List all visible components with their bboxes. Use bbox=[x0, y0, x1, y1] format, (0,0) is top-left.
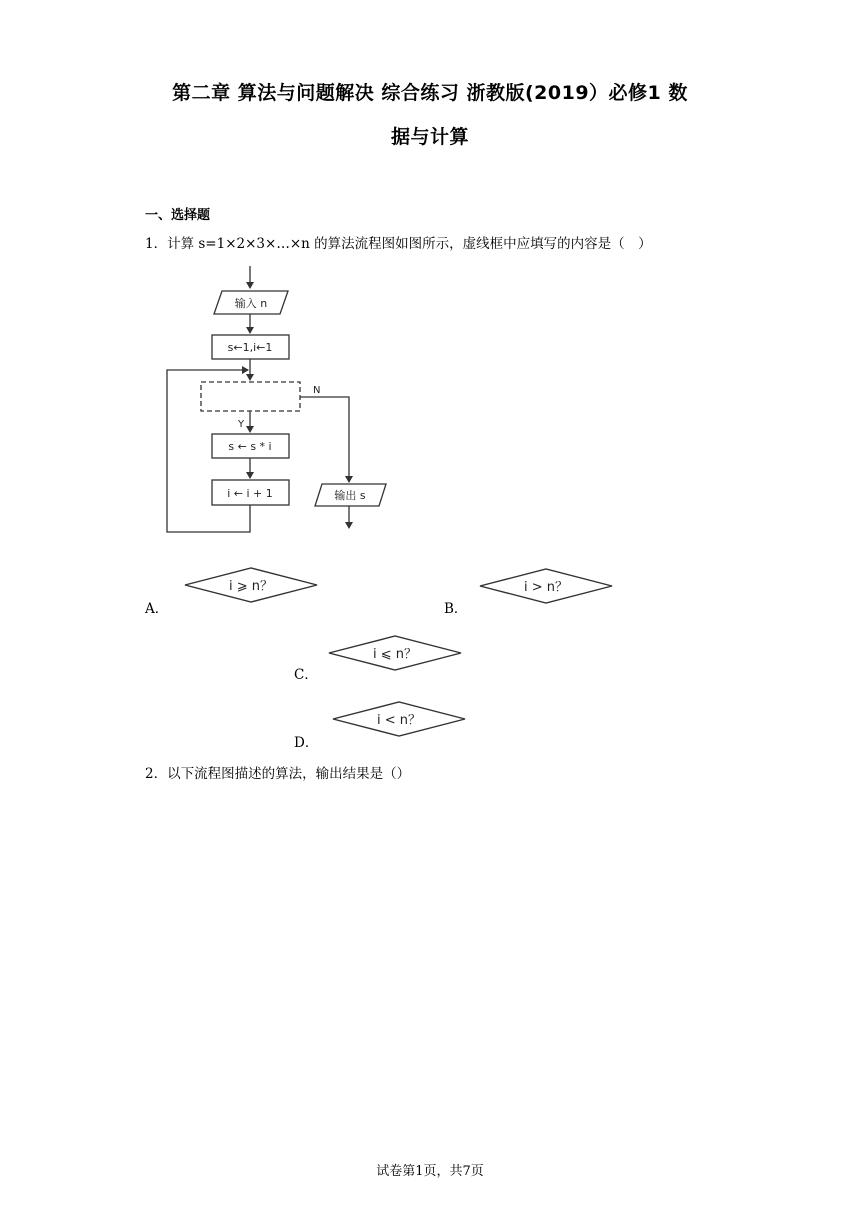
option-b-diamond[interactable] bbox=[478, 567, 614, 605]
option-a-letter[interactable]: A． bbox=[145, 601, 169, 617]
option-a-diamond[interactable] bbox=[183, 566, 319, 604]
option-d-diamond[interactable] bbox=[331, 700, 467, 738]
option-c-letter[interactable]: C． bbox=[294, 667, 318, 683]
option-d-text: i < n？ bbox=[376, 713, 422, 728]
option-a-text: i ⩾ n？ bbox=[228, 579, 274, 594]
output-label: 输出 s bbox=[334, 489, 366, 502]
question-1-flowchart bbox=[150, 262, 410, 547]
page-title-line-1: 第二章 算法与问题解决 综合练习 浙教版(2019）必修1 数 bbox=[172, 82, 688, 104]
option-c-diamond[interactable] bbox=[327, 634, 463, 672]
condition-dashed-box bbox=[201, 382, 300, 411]
section-heading: 一、选择题 bbox=[145, 208, 211, 223]
no-branch-arrow bbox=[300, 397, 349, 482]
increment-label: i ← i + 1 bbox=[227, 487, 273, 500]
page-footer: 试卷第1页，共7页 bbox=[376, 1164, 484, 1179]
no-label: N bbox=[313, 385, 321, 396]
input-label: 输入 n bbox=[234, 297, 268, 310]
question-1-stem: 1．计算 s=1×2×3×…×n 的算法流程图如图所示，虚线框中应填写的内容是（ ） bbox=[145, 236, 652, 252]
option-d-letter[interactable]: D． bbox=[294, 735, 319, 751]
yes-label: Y bbox=[238, 419, 245, 430]
multiply-label: s ← s * i bbox=[228, 440, 272, 453]
init-label: s←1,i←1 bbox=[227, 341, 273, 354]
option-b-text: i > n？ bbox=[523, 580, 569, 595]
option-b-letter[interactable]: B． bbox=[444, 601, 468, 617]
question-2-stem: 2．以下流程图描述的算法，输出结果是（） bbox=[145, 766, 411, 782]
page-title-line-2: 据与计算 bbox=[390, 126, 469, 148]
option-c-text: i ⩽ n？ bbox=[372, 647, 418, 662]
